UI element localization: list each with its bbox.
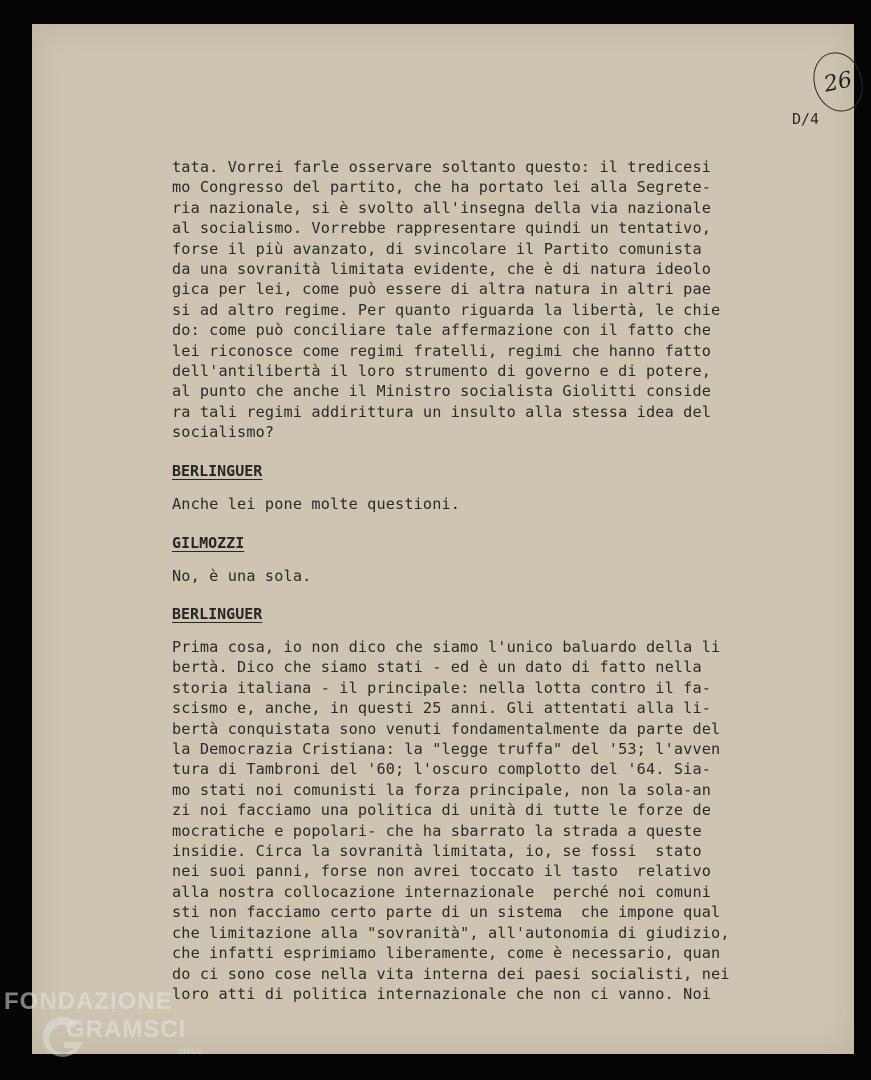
text-line: ra tali regimi addirittura un insulto alla stessa idea del (172, 402, 712, 421)
page-reference: D/4 (792, 110, 820, 128)
text-line: do: come può conciliare tale affermazione con il fatto che (172, 321, 712, 340)
text-line: bertà conquistata sono venuti fondamentalmente da parte del (172, 719, 721, 738)
text-line: Anche lei pone molte questioni. (172, 495, 461, 513)
text-line: scismo e, anche, in questi 25 anni. Gli attentati alla li- (172, 699, 712, 718)
text-line: bertà. Dico che siamo stati - ed è un dato di fatto nella (172, 658, 702, 677)
watermark-line1: FONDAZIONE (4, 988, 173, 1015)
text-line: insidie. Circa la sovranità limitata, io, se fossi stato (172, 842, 702, 861)
watermark-line2: GRAMSCI (66, 1016, 187, 1043)
text-line: gica per lei, come può essere di altra natura in altri pae (172, 280, 712, 299)
speaker-name: BERLINGUER (172, 605, 263, 623)
text-line: che limitazione alla "sovranità", all'autonomia di giudizio, (172, 923, 730, 942)
handwritten-page-number: 26 (808, 48, 867, 117)
speaker-name: GILMOZZI (172, 534, 245, 552)
paragraph-answer (172, 637, 792, 1004)
text-line: do ci sono cose nella vita interna dei paesi socialisti, nei (172, 964, 730, 983)
text-line: la Democrazia Cristiana: la "legge truffa" del '53; l'avven (172, 740, 721, 759)
watermark-line3: onlus (178, 1046, 202, 1057)
text-line: dell'antilibertà il loro strumento di governo e di potere, (172, 362, 712, 381)
text-line: No, è una sola. (172, 567, 312, 585)
reply-text (172, 566, 792, 586)
text-line: ria nazionale, si è svolto all'insegna della via nazionale (172, 198, 712, 217)
speaker-name: BERLINGUER (172, 462, 263, 480)
text-line: mo Congresso del partito, che ha portato lei alla Segrete- (172, 178, 712, 197)
text-line: lei riconosce come regimi fratelli, regimi che hanno fatto (172, 341, 712, 360)
text-line: mo stati noi comunisti la forza principale, non la sola-an (172, 780, 712, 799)
watermark-logo (4, 988, 224, 1078)
text-line: loro atti di politica internazionale che non ci vanno. Noi (172, 984, 712, 1003)
text-line: socialismo? (172, 423, 275, 442)
text-line: che infatti esprimiamo liberamente, come è necessario, quan (172, 944, 721, 963)
paragraph-question (172, 157, 792, 443)
text-line: forse il più avanzato, di svincolare il Partito comunista (172, 239, 702, 258)
text-line: da una sovranità limitata evidente, che è di natura ideolo (172, 260, 712, 279)
text-line: storia italiana - il principale: nella lotta contro il fa- (172, 678, 712, 697)
text-line: sti non facciamo certo parte di un sistema che impone qual (172, 903, 721, 922)
text-line: Prima cosa, io non dico che siamo l'unico baluardo della li (172, 638, 721, 656)
text-line: al punto che anche il Ministro socialista Giolitti conside (172, 382, 712, 401)
text-line: tata. Vorrei farle osservare soltanto questo: il tredicesi (172, 158, 712, 176)
reply-text (172, 494, 792, 514)
text-line: alla nostra collocazione internazionale perché noi comuni (172, 882, 712, 901)
text-line: mocratiche e popolari- che ha sbarrato la strada a queste (172, 821, 702, 840)
text-line: nei suoi panni, forse non avrei toccato il tasto relativo (172, 862, 712, 881)
text-line: zi noi facciamo una politica di unità di tutte le forze de (172, 801, 712, 820)
text-line: si ad altro regime. Per quanto riguarda la libertà, le chie (172, 300, 721, 319)
text-line: tura di Tambroni del '60; l'oscuro complotto del '64. Sia- (172, 760, 712, 779)
text-line: al socialismo. Vorrebbe rappresentare quindi un tentativo, (172, 219, 712, 238)
